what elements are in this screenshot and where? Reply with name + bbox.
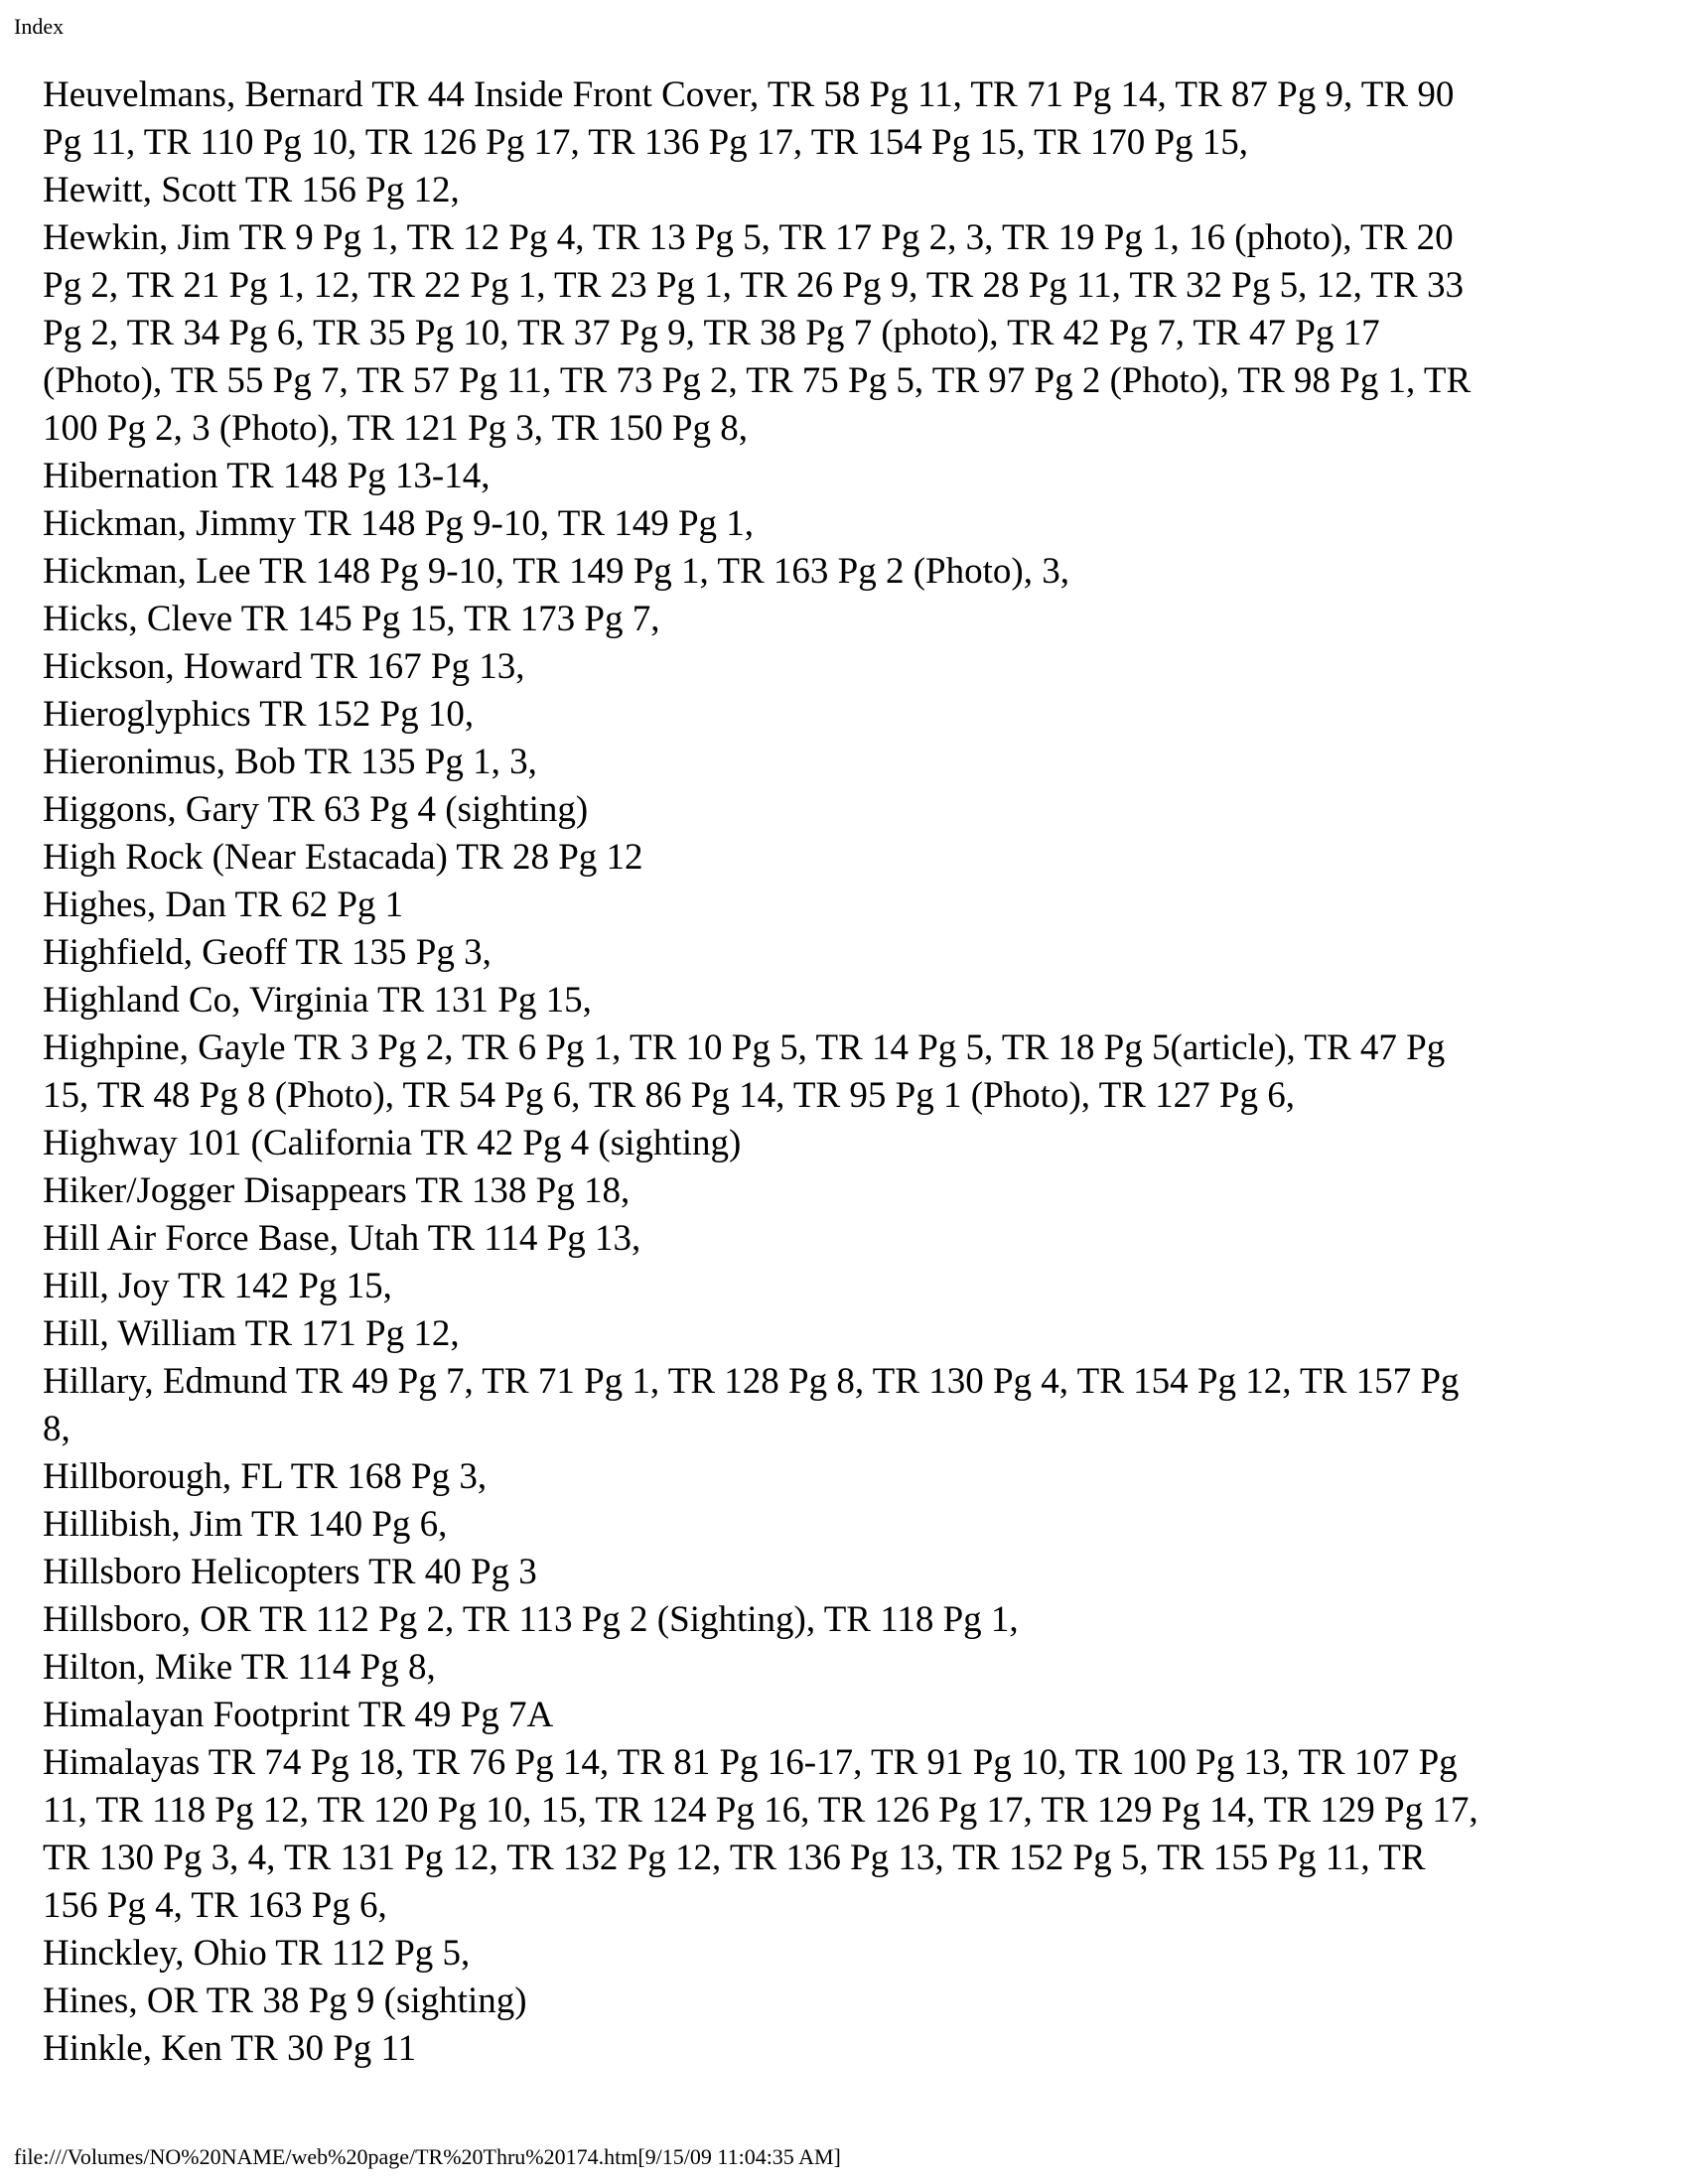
index-entry: Hickson, Howard TR 167 Pg 13, [43,646,525,687]
index-entry: Hibernation TR 148 Pg 13-14, [43,456,491,496]
index-entry: Hill, Joy TR 142 Pg 15, [43,1266,392,1306]
index-entry: Hickman, Jimmy TR 148 Pg 9-10, TR 149 Pg 1, [43,503,755,544]
index-entry: Hines, OR TR 38 Pg 9 (sighting) [43,1980,527,2021]
index-entry: Higgons, Gary TR 63 Pg 4 (sighting) [43,789,589,830]
index-entry-list [43,71,1651,2073]
index-entry: Highland Co, Virginia TR 131 Pg 15, [43,980,592,1021]
index-entry: Hewitt, Scott TR 156 Pg 12, [43,170,460,210]
index-entry: Hieronimus, Bob TR 135 Pg 1, 3, [43,742,537,782]
index-entry: Hillibish, Jim TR 140 Pg 6, [43,1504,448,1545]
index-entry: Highes, Dan TR 62 Pg 1 [43,885,404,925]
index-entry: Hilton, Mike TR 114 Pg 8, [43,1647,436,1688]
index-entry: Hickman, Lee TR 148 Pg 9-10, TR 149 Pg 1, TR 163 Pg 2 (Photo), 3, [43,551,1069,592]
index-entry: Hiker/Jogger Disappears TR 138 Pg 18, [43,1170,631,1211]
index-entry: Hillborough, FL TR 168 Pg 3, [43,1456,488,1497]
index-entry: Highway 101 (California TR 42 Pg 4 (sighting) [43,1123,742,1163]
index-entry: Hicks, Cleve TR 145 Pg 15, TR 173 Pg 7, [43,599,660,639]
page-header-title: Index [14,14,65,39]
index-entry: Hill, William TR 171 Pg 12, [43,1313,460,1354]
index-entry: Hieroglyphics TR 152 Pg 10, [43,694,475,735]
index-entry: Highfield, Geoff TR 135 Pg 3, [43,932,492,973]
index-entry: Heuvelmans, Bernard TR 44 Inside Front Cover, TR 58 Pg 11, TR 71 Pg 14, TR 87 Pg 9, TR 90 Pg 11, TR 110 Pg 10, TR 126 Pg 17, TR 136 Pg 17, TR 154 Pg 15, TR 170 Pg 15, [43,74,1455,163]
index-entry: High Rock (Near Estacada) TR 28 Pg 12 [43,837,643,878]
index-entry: Hillsboro, OR TR 112 Pg 2, TR 113 Pg 2 (Sighting), TR 118 Pg 1, [43,1599,1019,1640]
index-entry: Highpine, Gayle TR 3 Pg 2, TR 6 Pg 1, TR 10 Pg 5, TR 14 Pg 5, TR 18 Pg 5(article), TR 47 Pg 15, TR 48 Pg 8 (Photo), TR 54 Pg 6, TR 86 Pg 14, TR 95 Pg 1 (Photo), TR 127 Pg 6, [43,1027,1446,1116]
index-entry: Hillary, Edmund TR 49 Pg 7, TR 71 Pg 1, TR 128 Pg 8, TR 130 Pg 4, TR 154 Pg 12, TR 157 Pg 8, [43,1361,1460,1449]
index-entry: Himalayan Footprint TR 49 Pg 7A [43,1695,554,1735]
index-entry: Hinkle, Ken TR 30 Pg 11 [43,2028,417,2069]
index-entry: Himalayas TR 74 Pg 18, TR 76 Pg 14, TR 81 Pg 16-17, TR 91 Pg 10, TR 100 Pg 13, TR 107 Pg 11, TR 118 Pg 12, TR 120 Pg 10, 15, TR 124 Pg 16, TR 126 Pg 17, TR 129 Pg 14, TR 129 Pg 17, TR 130 Pg 3, 4, TR 131 Pg 12, TR 132 Pg 12, TR 136 Pg 13, TR 152 Pg 5, TR 155 Pg 11, TR 156 Pg 4, TR 163 Pg 6, [43,1742,1478,1926]
page-footer-url: file:///Volumes/NO%20NAME/web%20page/TR%20Thru%20174.htm[9/15/09 11:04:35 AM] [14,2144,841,2169]
index-entry: Hill Air Force Base, Utah TR 114 Pg 13, [43,1218,641,1259]
index-entry: Hewkin, Jim TR 9 Pg 1, TR 12 Pg 4, TR 13 Pg 5, TR 17 Pg 2, 3, TR 19 Pg 1, 16 (photo), TR 20 Pg 2, TR 21 Pg 1, 12, TR 22 Pg 1, TR 23 Pg 1, TR 26 Pg 9, TR 28 Pg 11, TR 32 Pg 5, 12, TR 33 Pg 2, TR 34 Pg 6, TR 35 Pg 10, TR 37 Pg 9, TR 38 Pg 7 (photo), TR 42 Pg 7, TR 47 Pg 17 (Photo), TR 55 Pg 7, TR 57 Pg 11, TR 73 Pg 2, TR 75 Pg 5, TR 97 Pg 2 (Photo), TR 98 Pg 1, TR 100 Pg 2, 3 (Photo), TR 121 Pg 3, TR 150 Pg 8, [43,217,1472,449]
index-entry: Hillsboro Helicopters TR 40 Pg 3 [43,1552,537,1592]
index-entry: Hinckley, Ohio TR 112 Pg 5, [43,1933,471,1974]
